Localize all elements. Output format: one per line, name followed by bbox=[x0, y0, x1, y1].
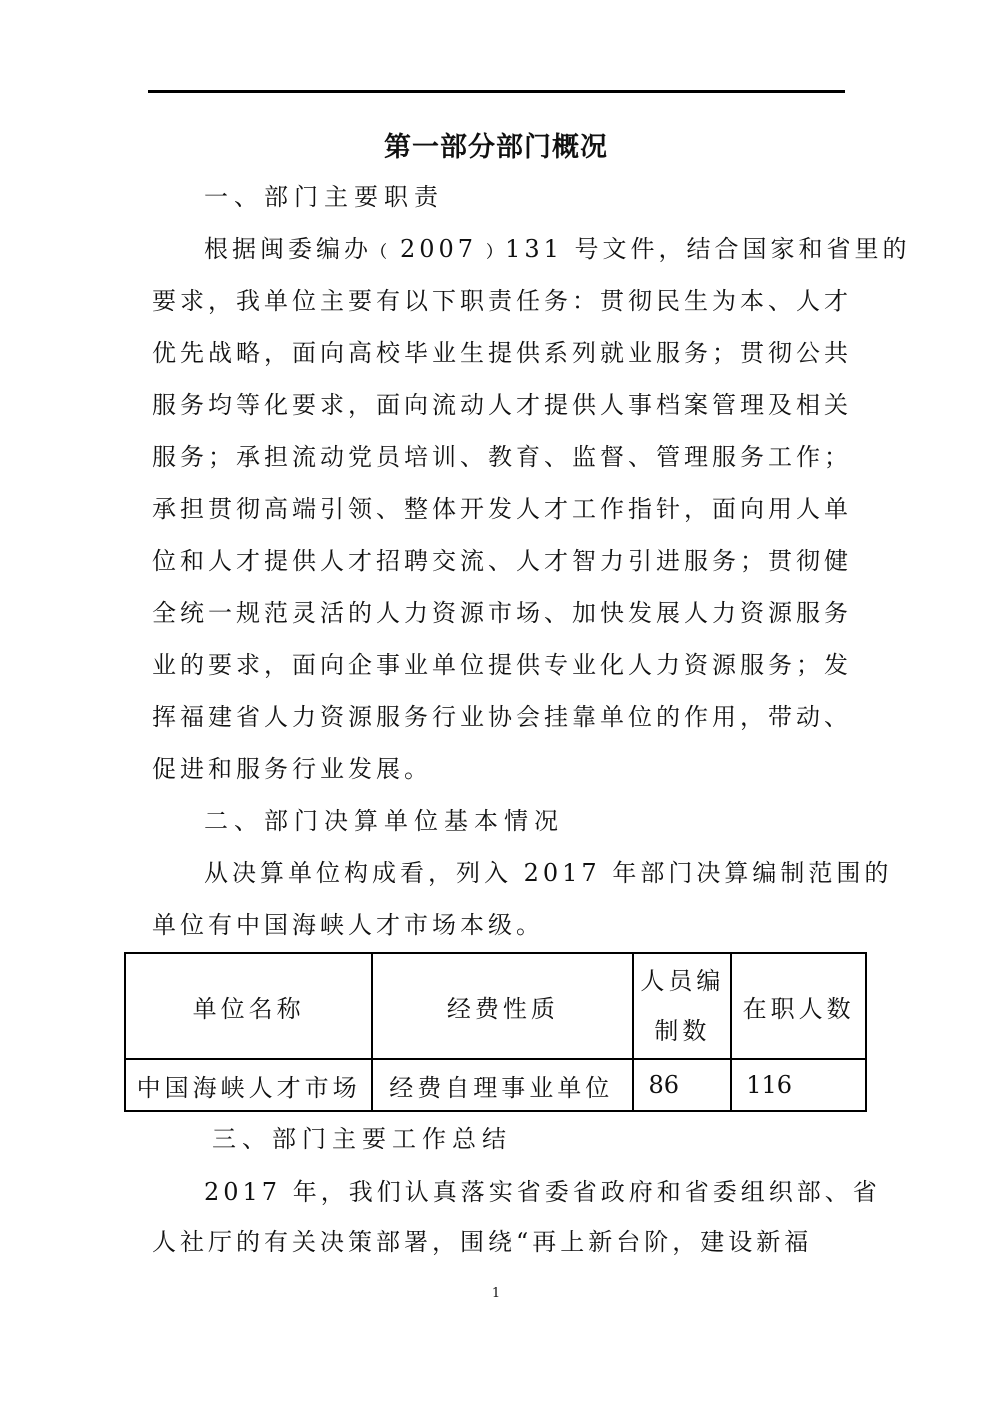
table-cell: 116 bbox=[731, 1059, 866, 1111]
paragraph-line: 承担贯彻高端引领、整体开发人才工作指针，面向用人单 bbox=[152, 495, 852, 523]
table-header-cell: 单位名称 bbox=[125, 953, 372, 1059]
paragraph-line: 业的要求，面向企事业单位提供专业化人力资源服务；发 bbox=[152, 651, 852, 679]
table-row bbox=[125, 1059, 866, 1111]
paragraph-line: 服务；承担流动党员培训、教育、监督、管理服务工作； bbox=[152, 443, 852, 471]
table-header-row bbox=[125, 953, 866, 1059]
table-header-cell bbox=[633, 953, 731, 1059]
header-rule bbox=[148, 90, 845, 93]
paragraph-line: 优先战略，面向高校毕业生提供系列就业服务；贯彻公共 bbox=[152, 339, 852, 367]
table-cell: 中国海峡人才市场 bbox=[125, 1059, 372, 1111]
unit-table bbox=[124, 952, 867, 1112]
paragraph-line: 2017 年，我们认真落实省委省政府和省委组织部、省 bbox=[204, 1178, 881, 1206]
paragraph-line: 要求，我单位主要有以下职责任务：贯彻民生为本、人才 bbox=[152, 287, 852, 315]
paragraph-line: 人社厅的有关决策部署，围绕“再上新台阶，建设新福 bbox=[152, 1228, 813, 1256]
paragraph-line: 位和人才提供人才招聘交流、人才智力引进服务；贯彻健 bbox=[152, 547, 852, 575]
table-header-text: 制数 bbox=[654, 1017, 711, 1045]
section-heading-duties: 一、部门主要职责 bbox=[204, 183, 444, 211]
table-header-cell: 在职人数 bbox=[731, 953, 866, 1059]
page-number: 1 bbox=[491, 1286, 501, 1301]
paragraph-line: 促进和服务行业发展。 bbox=[152, 755, 432, 783]
paragraph-line: 服务均等化要求，面向流动人才提供人事档案管理及相关 bbox=[152, 391, 852, 419]
page-title: 第一部分部门概况 bbox=[384, 132, 608, 163]
paragraph-line: 根据闽委编办﹙2007﹚131 号文件，结合国家和省里的 bbox=[204, 235, 911, 263]
table-cell: 86 bbox=[633, 1059, 731, 1111]
paragraph-line: 从决算单位构成看，列入 2017 年部门决算编制范围的 bbox=[204, 859, 893, 887]
paragraph-line: 全统一规范灵活的人力资源市场、加快发展人力资源服务 bbox=[152, 599, 852, 627]
paragraph-line: 挥福建省人力资源服务行业协会挂靠单位的作用，带动、 bbox=[152, 703, 852, 731]
table-header-cell: 经费性质 bbox=[372, 953, 633, 1059]
paragraph-line: 单位有中国海峡人才市场本级。 bbox=[152, 911, 544, 939]
table-cell: 经费自理事业单位 bbox=[372, 1059, 633, 1111]
section-heading-summary: 三、部门主要工作总结 bbox=[212, 1125, 512, 1153]
section-heading-units: 二、部门决算单位基本情况 bbox=[204, 807, 564, 835]
table-header-text: 人员编 bbox=[640, 967, 725, 995]
